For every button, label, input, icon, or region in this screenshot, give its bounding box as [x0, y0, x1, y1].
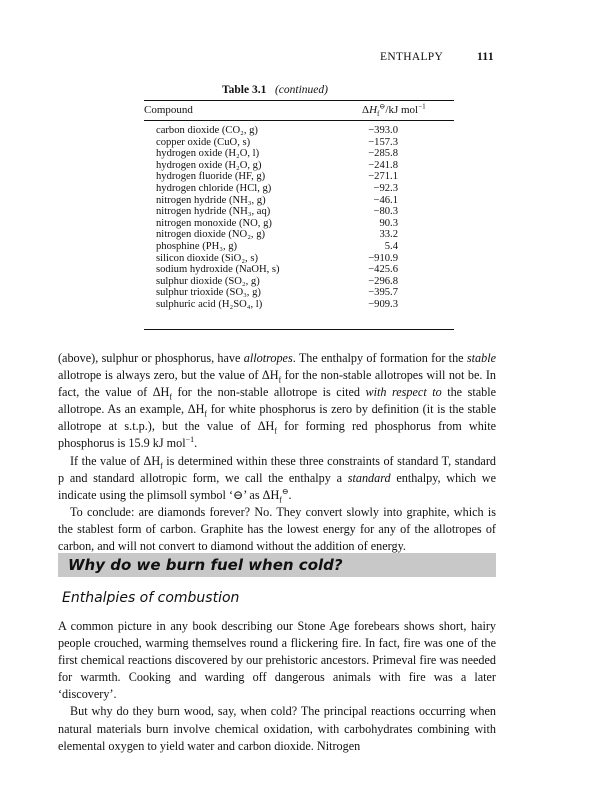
compound-name: hydrogen chloride (HCl, g)	[156, 182, 272, 194]
paragraph-standard-enthalpy: If the value of $\Delta H_f$ is determined within these three constraints of standard T, standard p and standard allotropic form, we call the enthalpy a standard enthalpy, which we indicate using the plimsoll symbol ‘⊖’ as $\Delta H_f^⊖$.	[58, 453, 496, 505]
compound-name: nitrogen dioxide (NO₂, g)	[156, 229, 266, 241]
compound-name: nitrogen monoxide (NO, g)	[156, 217, 272, 229]
column-header-enthalpy: $\Delta H_f^⊖/kJ$ mol$^{-1}$	[362, 102, 426, 119]
page-number: 111	[477, 51, 494, 63]
section-title: Why do we burn fuel when cold?	[68, 556, 343, 574]
table-caption-label: Table 3.1	[222, 84, 267, 96]
table-row	[156, 287, 454, 299]
enthalpy-value: −393.0	[368, 125, 398, 136]
subsection-title: Enthalpies of combustion	[62, 590, 240, 606]
table-caption-note: (continued)	[274, 84, 328, 96]
section-heading-bar	[58, 553, 496, 577]
paragraph-allotropes: (above), sulphur or phosphorus, have allotropes. The enthalpy of formation for the stable allotrope is always zero, but the value of $\Delta H_f$ for the non-stable allotropes will not be. In fact, the value of $\Delta H_f$ for the non-stable allotrope is cited with respect to the stable allotrope. As an example, $\Delta H_f$ for white phosphorus is zero by definition (it is the stable allotrope at s.t.p.), but the value of $\Delta H_f$ for forming red phosphorus from white phosphorus is 15.9 kJ mol$^{-1}$.	[58, 351, 497, 451]
table-row	[156, 171, 454, 183]
column-header-compound: Compound	[144, 104, 193, 116]
table-row	[156, 125, 454, 137]
enthalpy-value: −425.6	[368, 264, 398, 276]
compound-name: silicon dioxide (SiO₂, s)	[156, 252, 258, 264]
enthalpy-value: −910.9	[368, 252, 398, 264]
table-row	[156, 218, 454, 230]
compound-name: carbon dioxide (CO₂, g)	[156, 125, 258, 136]
table-top-rule	[144, 100, 454, 101]
enthalpy-value: 5.4	[384, 240, 398, 252]
table-body	[156, 125, 454, 311]
compound-name: phosphine (PH₃, g)	[156, 240, 238, 252]
enthalpy-value: 33.2	[379, 229, 398, 241]
body-text-bottom	[58, 618, 496, 755]
table-row	[156, 241, 454, 253]
table-row	[156, 206, 454, 218]
enthalpy-value: −395.7	[368, 287, 398, 299]
running-head-title: ENTHALPY	[380, 51, 444, 63]
compound-name: nitrogen hydride (NH₃, aq)	[156, 206, 271, 218]
body-text-top	[58, 350, 496, 555]
enthalpy-value: −157.3	[368, 136, 398, 148]
table-row	[156, 299, 454, 311]
paragraph-diamonds: To conclude: are diamonds forever? No. They convert slowly into graphite, which is the stablest form of carbon. Graphite has the lowest energy for any of the allotropes of carbon, and will not convert to diamond without the addition of energy.	[58, 504, 496, 554]
table-row	[156, 183, 454, 195]
compound-name: sodium hydroxide (NaOH, s)	[156, 264, 280, 276]
table-bottom-rule	[144, 329, 454, 330]
compound-name: nitrogen hydride (NH₃, g)	[156, 194, 266, 206]
compound-name: hydrogen oxide (H₂O, l)	[156, 148, 260, 160]
table-row	[156, 229, 454, 241]
compound-name: sulphuric acid (H₂SO₄, l)	[156, 298, 263, 310]
enthalpy-value: −92.3	[373, 182, 398, 194]
enthalpy-value: 90.3	[379, 217, 398, 229]
compound-name: copper oxide (CuO, s)	[156, 136, 251, 148]
compound-name: hydrogen fluoride (HF, g)	[156, 171, 266, 183]
enthalpy-value: −271.1	[368, 171, 398, 183]
compound-name: sulphur dioxide (SO₂, g)	[156, 275, 260, 287]
enthalpy-value: −46.1	[373, 194, 398, 206]
table-row	[156, 195, 454, 207]
enthalpy-value: −80.3	[373, 206, 398, 218]
table-row	[156, 276, 454, 288]
table-row	[156, 148, 454, 160]
compound-name: sulphur trioxide (SO₃, g)	[156, 287, 261, 299]
table-header-rule	[144, 120, 454, 121]
enthalpy-value: −241.8	[368, 159, 398, 171]
paragraph-oxidation: But why do they burn wood, say, when cold? The principal reactions occurring when natural materials burn involve chemical oxidation, with carbohydrates combining with elemental oxygen to yield water and carbon dioxide. Nitrogen	[58, 704, 496, 753]
table-row	[156, 253, 454, 265]
enthalpy-value: −296.8	[368, 275, 398, 287]
table-caption	[120, 84, 430, 96]
compound-name: hydrogen oxide (H₂O, g)	[156, 159, 262, 171]
table-row	[156, 264, 454, 276]
table-row	[156, 160, 454, 172]
enthalpy-value: −909.3	[368, 298, 398, 310]
table-row	[156, 137, 454, 149]
enthalpy-value: −285.8	[368, 148, 398, 160]
paragraph-stone-age: A common picture in any book describing our Stone Age forebears shows short, hairy people crouched, warming themselves round a flickering fire. In fact, fire was one of the first chemical reactions discovered by our prehistoric ancestors. Primeval fire was needed for warmth. Cooking and warding off dangerous animals with fire was a later ‘discovery’.	[58, 619, 496, 702]
